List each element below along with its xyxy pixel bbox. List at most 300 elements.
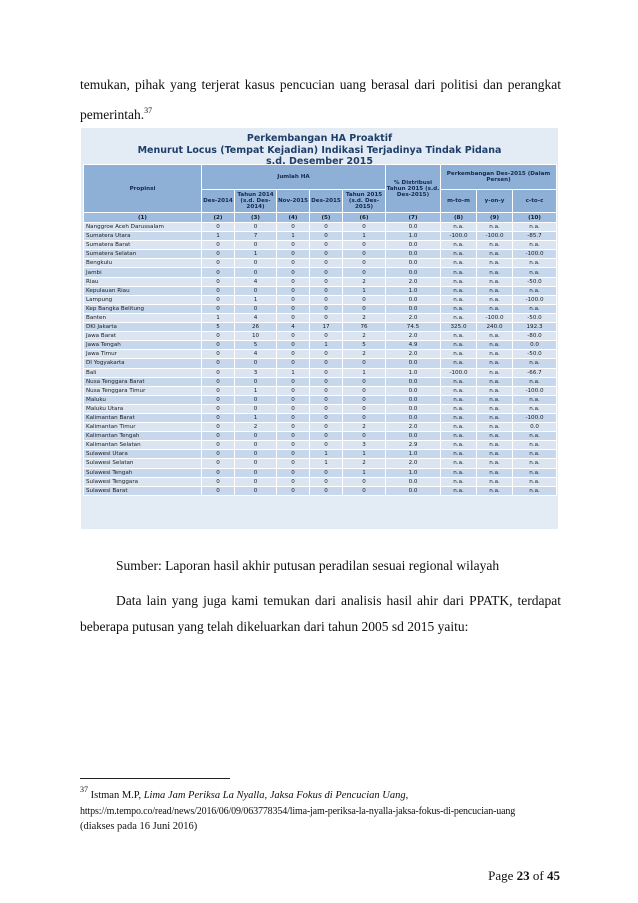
value-cell: n.a. bbox=[477, 368, 513, 377]
value-cell: n.a. bbox=[441, 459, 477, 468]
value-cell: 2.9 bbox=[386, 441, 441, 450]
table-row bbox=[84, 395, 557, 404]
value-cell: 0 bbox=[202, 423, 235, 432]
value-cell: 0 bbox=[310, 313, 343, 322]
value-cell: -50.0 bbox=[513, 277, 557, 286]
figure-source: Sumber: Laporan hasil akhir putusan peradilan sesuai regional wilayah bbox=[116, 558, 500, 573]
value-cell: 0.0 bbox=[386, 295, 441, 304]
column-number: (6) bbox=[343, 213, 386, 223]
value-cell: 1.0 bbox=[386, 232, 441, 241]
value-cell: 0 bbox=[202, 368, 235, 377]
value-cell: n.a. bbox=[441, 395, 477, 404]
value-cell: 0 bbox=[277, 223, 310, 232]
footnote-comma: , bbox=[405, 790, 409, 801]
value-cell: 0 bbox=[343, 359, 386, 368]
province-cell: Maluku Utara bbox=[84, 404, 202, 413]
column-number: (4) bbox=[277, 213, 310, 223]
value-cell: 325.0 bbox=[441, 323, 477, 332]
value-cell: 0 bbox=[310, 295, 343, 304]
value-cell: n.a. bbox=[477, 486, 513, 495]
value-cell: 2 bbox=[343, 423, 386, 432]
province-cell: Kalimantan Timur bbox=[84, 423, 202, 432]
value-cell: 0 bbox=[235, 404, 277, 413]
value-cell: 0 bbox=[202, 477, 235, 486]
value-cell: -50.0 bbox=[513, 350, 557, 359]
page-label: Page bbox=[488, 868, 514, 883]
value-cell: 0.0 bbox=[386, 477, 441, 486]
value-cell: n.a. bbox=[441, 413, 477, 422]
value-cell: 0 bbox=[277, 313, 310, 322]
table-row bbox=[84, 359, 557, 368]
value-cell: 0 bbox=[202, 441, 235, 450]
value-cell: 2.0 bbox=[386, 332, 441, 341]
value-cell: 0.0 bbox=[513, 341, 557, 350]
value-cell: 2.0 bbox=[386, 350, 441, 359]
province-cell: Nanggroe Aceh Darussalam bbox=[84, 223, 202, 232]
value-cell: n.a. bbox=[477, 432, 513, 441]
value-cell: n.a. bbox=[477, 286, 513, 295]
value-cell: -100.0 bbox=[513, 250, 557, 259]
value-cell: 0 bbox=[235, 377, 277, 386]
value-cell: n.a. bbox=[477, 450, 513, 459]
value-cell: 0 bbox=[202, 277, 235, 286]
value-cell: 1.0 bbox=[386, 368, 441, 377]
value-cell: 0 bbox=[202, 223, 235, 232]
value-cell: 0 bbox=[202, 486, 235, 495]
value-cell: 26 bbox=[235, 323, 277, 332]
table-row bbox=[84, 368, 557, 377]
table-row bbox=[84, 250, 557, 259]
value-cell: 1 bbox=[202, 232, 235, 241]
value-cell: 0 bbox=[235, 304, 277, 313]
value-cell: 0 bbox=[277, 377, 310, 386]
value-cell: 0 bbox=[235, 441, 277, 450]
value-cell: 0 bbox=[310, 377, 343, 386]
value-cell: -100.0 bbox=[441, 232, 477, 241]
value-cell: 0 bbox=[277, 286, 310, 295]
value-cell: 0 bbox=[235, 286, 277, 295]
value-cell: n.a. bbox=[441, 268, 477, 277]
value-cell: 0 bbox=[310, 486, 343, 495]
value-cell: 1.0 bbox=[386, 468, 441, 477]
value-cell: n.a. bbox=[441, 468, 477, 477]
province-cell: Nusa Tenggara Timur bbox=[84, 386, 202, 395]
value-cell: n.a. bbox=[477, 477, 513, 486]
value-cell: 0 bbox=[202, 468, 235, 477]
value-cell: 0 bbox=[235, 459, 277, 468]
value-cell: 0.0 bbox=[386, 223, 441, 232]
value-cell: -85.7 bbox=[513, 232, 557, 241]
value-cell: 0 bbox=[343, 377, 386, 386]
value-cell: 0 bbox=[277, 423, 310, 432]
value-cell: n.a. bbox=[513, 404, 557, 413]
value-cell: n.a. bbox=[513, 450, 557, 459]
value-cell: 0 bbox=[343, 304, 386, 313]
value-cell: 2.0 bbox=[386, 313, 441, 322]
value-cell: n.a. bbox=[441, 423, 477, 432]
value-cell: 2 bbox=[343, 459, 386, 468]
value-cell: 0 bbox=[202, 241, 235, 250]
value-cell: 0 bbox=[310, 359, 343, 368]
value-cell: n.a. bbox=[441, 332, 477, 341]
value-cell: n.a. bbox=[441, 313, 477, 322]
value-cell: 0 bbox=[202, 341, 235, 350]
value-cell: 2 bbox=[343, 313, 386, 322]
table-row bbox=[84, 332, 557, 341]
value-cell: 0 bbox=[202, 386, 235, 395]
table-row bbox=[84, 268, 557, 277]
value-cell: 1 bbox=[343, 368, 386, 377]
value-cell: 1 bbox=[202, 313, 235, 322]
value-cell: 0 bbox=[202, 450, 235, 459]
value-cell: 0 bbox=[202, 304, 235, 313]
value-cell: 10 bbox=[235, 332, 277, 341]
value-cell: n.a. bbox=[513, 377, 557, 386]
value-cell: 0 bbox=[277, 259, 310, 268]
value-cell: -100.0 bbox=[513, 386, 557, 395]
value-cell: 0 bbox=[277, 459, 310, 468]
header-sub: Des-2015 bbox=[310, 190, 343, 213]
value-cell: n.a. bbox=[477, 459, 513, 468]
table-row bbox=[84, 423, 557, 432]
value-cell: 0 bbox=[310, 386, 343, 395]
footnote-number: 37 bbox=[80, 785, 88, 794]
value-cell: 0 bbox=[310, 368, 343, 377]
value-cell: 0.0 bbox=[386, 413, 441, 422]
value-cell: n.a. bbox=[441, 250, 477, 259]
value-cell: 0 bbox=[343, 223, 386, 232]
value-cell: n.a. bbox=[513, 441, 557, 450]
value-cell: n.a. bbox=[513, 395, 557, 404]
value-cell: 0 bbox=[310, 286, 343, 295]
value-cell: 0.0 bbox=[386, 304, 441, 313]
table-row bbox=[84, 286, 557, 295]
value-cell: n.a. bbox=[513, 268, 557, 277]
value-cell: 0 bbox=[202, 413, 235, 422]
value-cell: 240.0 bbox=[477, 323, 513, 332]
value-cell: 1.0 bbox=[386, 450, 441, 459]
value-cell: 2 bbox=[343, 277, 386, 286]
value-cell: 0 bbox=[277, 359, 310, 368]
province-cell: Lampung bbox=[84, 295, 202, 304]
value-cell: -100.0 bbox=[513, 295, 557, 304]
value-cell: n.a. bbox=[441, 404, 477, 413]
value-cell: 0 bbox=[310, 468, 343, 477]
value-cell: n.a. bbox=[441, 341, 477, 350]
header-distribusi: % Distribusi Tahun 2015 (s.d. Des-2015) bbox=[386, 165, 441, 213]
value-cell: n.a. bbox=[441, 277, 477, 286]
value-cell: 0 bbox=[235, 432, 277, 441]
value-cell: 1 bbox=[343, 450, 386, 459]
table-row bbox=[84, 441, 557, 450]
page-current: 23 bbox=[516, 868, 530, 883]
header-sub: y-on-y bbox=[477, 190, 513, 213]
figure-title-line: s.d. Desember 2015 bbox=[266, 156, 373, 167]
header-sub: m-to-m bbox=[441, 190, 477, 213]
value-cell: n.a. bbox=[477, 304, 513, 313]
value-cell: 1 bbox=[310, 450, 343, 459]
value-cell: n.a. bbox=[513, 477, 557, 486]
province-cell: Bali bbox=[84, 368, 202, 377]
value-cell: 1 bbox=[277, 368, 310, 377]
table-row bbox=[84, 323, 557, 332]
value-cell: 0 bbox=[343, 241, 386, 250]
value-cell: n.a. bbox=[477, 386, 513, 395]
footnote-author: Istman M.P, bbox=[90, 790, 142, 801]
header-sub: Nov-2015 bbox=[277, 190, 310, 213]
value-cell: n.a. bbox=[477, 295, 513, 304]
page-of: of bbox=[532, 868, 544, 883]
value-cell: 0 bbox=[277, 395, 310, 404]
province-cell: Sulawesi Selatan bbox=[84, 459, 202, 468]
province-cell: DKI Jakarta bbox=[84, 323, 202, 332]
value-cell: 1 bbox=[343, 468, 386, 477]
table-body bbox=[84, 223, 557, 496]
value-cell: n.a. bbox=[441, 295, 477, 304]
value-cell: 0.0 bbox=[386, 241, 441, 250]
value-cell: n.a. bbox=[441, 359, 477, 368]
value-cell: -100.0 bbox=[441, 368, 477, 377]
province-cell: Kalimantan Tengah bbox=[84, 432, 202, 441]
value-cell: 0 bbox=[277, 450, 310, 459]
value-cell: n.a. bbox=[477, 223, 513, 232]
value-cell: 0.0 bbox=[386, 432, 441, 441]
table-row bbox=[84, 277, 557, 286]
value-cell: 2.0 bbox=[386, 459, 441, 468]
value-cell: 1.0 bbox=[386, 286, 441, 295]
value-cell: n.a. bbox=[477, 350, 513, 359]
value-cell: 0 bbox=[343, 404, 386, 413]
table-row bbox=[84, 313, 557, 322]
value-cell: 0.0 bbox=[386, 259, 441, 268]
value-cell: 0 bbox=[310, 268, 343, 277]
value-cell: 0 bbox=[343, 250, 386, 259]
value-cell: 0.0 bbox=[386, 386, 441, 395]
value-cell: 0 bbox=[235, 477, 277, 486]
value-cell: 0 bbox=[343, 386, 386, 395]
value-cell: 0 bbox=[277, 468, 310, 477]
value-cell: 0 bbox=[277, 432, 310, 441]
value-cell: n.a. bbox=[441, 304, 477, 313]
value-cell: 1 bbox=[235, 386, 277, 395]
value-cell: 1 bbox=[277, 232, 310, 241]
footnote-ref[interactable]: 37 bbox=[144, 106, 153, 115]
value-cell: 17 bbox=[310, 323, 343, 332]
value-cell: 0 bbox=[277, 441, 310, 450]
province-cell: Jawa Timur bbox=[84, 350, 202, 359]
value-cell: 0 bbox=[343, 413, 386, 422]
body-paragraph-line: temukan, pihak yang terjerat kasus pencucian uang berasal dari politisi dan perangkat bbox=[80, 77, 561, 92]
table-row bbox=[84, 404, 557, 413]
value-cell: n.a. bbox=[513, 241, 557, 250]
value-cell: 0 bbox=[277, 332, 310, 341]
value-cell: 4 bbox=[235, 313, 277, 322]
table-row bbox=[84, 386, 557, 395]
value-cell: 5 bbox=[202, 323, 235, 332]
table-row bbox=[84, 432, 557, 441]
body-paragraph-line bbox=[80, 98, 561, 128]
province-cell: Riau bbox=[84, 277, 202, 286]
table-row bbox=[84, 477, 557, 486]
value-cell: 0 bbox=[277, 341, 310, 350]
value-cell: 4 bbox=[235, 277, 277, 286]
ha-table bbox=[83, 164, 557, 496]
value-cell: n.a. bbox=[513, 432, 557, 441]
table-row bbox=[84, 295, 557, 304]
value-cell: -66.7 bbox=[513, 368, 557, 377]
value-cell: n.a. bbox=[441, 259, 477, 268]
value-cell: 0 bbox=[277, 241, 310, 250]
value-cell: 0 bbox=[202, 359, 235, 368]
value-cell: 0 bbox=[310, 477, 343, 486]
value-cell: 0 bbox=[310, 241, 343, 250]
value-cell: -80.0 bbox=[513, 332, 557, 341]
value-cell: 1 bbox=[343, 232, 386, 241]
value-cell: 2.0 bbox=[386, 277, 441, 286]
value-cell: 0 bbox=[235, 223, 277, 232]
column-number: (9) bbox=[477, 213, 513, 223]
value-cell: 0 bbox=[310, 332, 343, 341]
figure-title-line: Perkembangan HA Proaktif bbox=[246, 133, 393, 144]
footnote-citation bbox=[80, 782, 561, 804]
value-cell: 2 bbox=[235, 423, 277, 432]
province-cell: Jawa Tengah bbox=[84, 341, 202, 350]
column-number: (3) bbox=[235, 213, 277, 223]
province-cell: Sulawesi Barat bbox=[84, 486, 202, 495]
value-cell: 0 bbox=[310, 395, 343, 404]
value-cell: n.a. bbox=[513, 468, 557, 477]
value-cell: 0 bbox=[310, 250, 343, 259]
value-cell: n.a. bbox=[441, 450, 477, 459]
header-sub: Tahun 2015 (s.d. Des-2015) bbox=[343, 190, 386, 213]
value-cell: 0 bbox=[343, 295, 386, 304]
column-number: (10) bbox=[513, 213, 557, 223]
value-cell: n.a. bbox=[513, 304, 557, 313]
column-number: (2) bbox=[202, 213, 235, 223]
value-cell: 0 bbox=[310, 441, 343, 450]
value-cell: n.a. bbox=[441, 386, 477, 395]
value-cell: 0 bbox=[277, 386, 310, 395]
value-cell: 1 bbox=[343, 286, 386, 295]
table-row bbox=[84, 232, 557, 241]
value-cell: 0.0 bbox=[386, 377, 441, 386]
value-cell: 1 bbox=[235, 250, 277, 259]
province-cell: Kepulauan Riau bbox=[84, 286, 202, 295]
value-cell: 5 bbox=[343, 341, 386, 350]
table-figure bbox=[81, 128, 558, 529]
value-cell: n.a. bbox=[477, 250, 513, 259]
table-row bbox=[84, 350, 557, 359]
value-cell: 0 bbox=[202, 268, 235, 277]
value-cell: 0 bbox=[235, 241, 277, 250]
value-cell: 0 bbox=[310, 277, 343, 286]
value-cell: 1 bbox=[310, 459, 343, 468]
value-cell: n.a. bbox=[477, 377, 513, 386]
value-cell: 0 bbox=[277, 486, 310, 495]
value-cell: 0 bbox=[202, 350, 235, 359]
table-row bbox=[84, 223, 557, 232]
value-cell: n.a. bbox=[477, 441, 513, 450]
column-number: (7) bbox=[386, 213, 441, 223]
value-cell: 0.0 bbox=[386, 404, 441, 413]
figure-title bbox=[81, 128, 558, 167]
table-row bbox=[84, 259, 557, 268]
footnote-url[interactable]: https://m.tempo.co/read/news/2016/06/09/063778354/lima-jam-periksa-la-nyalla-jaksa-fokus-di-pencucian-uang bbox=[80, 805, 516, 817]
value-cell: 1 bbox=[310, 341, 343, 350]
value-cell: 0 bbox=[310, 304, 343, 313]
province-cell: Kalimantan Selatan bbox=[84, 441, 202, 450]
value-cell: n.a. bbox=[477, 259, 513, 268]
value-cell: 4.9 bbox=[386, 341, 441, 350]
province-cell: Sulawesi Utara bbox=[84, 450, 202, 459]
province-cell: DI Yogyakarta bbox=[84, 359, 202, 368]
value-cell: n.a. bbox=[513, 486, 557, 495]
header-perkembangan: Perkembangan Des-2015 (Dalam Persen) bbox=[441, 165, 557, 190]
value-cell: 4 bbox=[235, 350, 277, 359]
value-cell: n.a. bbox=[441, 477, 477, 486]
province-cell: Bengkulu bbox=[84, 259, 202, 268]
value-cell: 2.0 bbox=[386, 423, 441, 432]
table-row bbox=[84, 413, 557, 422]
value-cell: 0 bbox=[202, 332, 235, 341]
value-cell: 3 bbox=[235, 368, 277, 377]
value-cell: 0 bbox=[343, 432, 386, 441]
value-cell: 0 bbox=[277, 268, 310, 277]
value-cell: n.a. bbox=[477, 241, 513, 250]
value-cell: -100.0 bbox=[477, 313, 513, 322]
header-jumlah-ha: Jumlah HA bbox=[202, 165, 386, 190]
value-cell: n.a. bbox=[477, 413, 513, 422]
value-cell: n.a. bbox=[477, 468, 513, 477]
value-cell: 0 bbox=[343, 395, 386, 404]
value-cell: 0 bbox=[235, 259, 277, 268]
value-cell: n.a. bbox=[441, 441, 477, 450]
value-cell: 7 bbox=[235, 232, 277, 241]
value-cell: 0 bbox=[277, 250, 310, 259]
value-cell: -50.0 bbox=[513, 313, 557, 322]
value-cell: 0 bbox=[343, 268, 386, 277]
value-cell: n.a. bbox=[477, 423, 513, 432]
value-cell: 0 bbox=[202, 432, 235, 441]
value-cell: 0 bbox=[202, 259, 235, 268]
value-cell: 0.0 bbox=[386, 268, 441, 277]
value-cell: n.a. bbox=[441, 241, 477, 250]
value-cell: 0 bbox=[343, 477, 386, 486]
province-cell: Sumatera Barat bbox=[84, 241, 202, 250]
value-cell: 0.0 bbox=[386, 359, 441, 368]
value-cell: n.a. bbox=[441, 377, 477, 386]
value-cell: 0 bbox=[277, 477, 310, 486]
value-cell: n.a. bbox=[513, 223, 557, 232]
value-cell: 0 bbox=[277, 350, 310, 359]
footnote-accessed: (diakses pada 16 Juni 2016) bbox=[80, 821, 198, 832]
value-cell: n.a. bbox=[441, 486, 477, 495]
value-cell: 0 bbox=[202, 295, 235, 304]
province-cell: Kalimantan Barat bbox=[84, 413, 202, 422]
value-cell: 0 bbox=[310, 223, 343, 232]
table-row bbox=[84, 459, 557, 468]
province-cell: Jambi bbox=[84, 268, 202, 277]
value-cell: 3 bbox=[343, 441, 386, 450]
province-cell: Sumatera Selatan bbox=[84, 250, 202, 259]
body-paragraph: Data lain yang juga kami temukan dari analisis hasil ahir dari PPATK, terdapat beberapa putusan yang telah dikeluarkan dari tahun 2005 sd 2015 yaitu: bbox=[80, 593, 561, 634]
value-cell: -100.0 bbox=[513, 413, 557, 422]
value-cell: 0.0 bbox=[513, 423, 557, 432]
value-cell: 0 bbox=[277, 277, 310, 286]
value-cell: 0 bbox=[235, 468, 277, 477]
column-number: (1) bbox=[84, 213, 202, 223]
value-cell: 2 bbox=[343, 332, 386, 341]
